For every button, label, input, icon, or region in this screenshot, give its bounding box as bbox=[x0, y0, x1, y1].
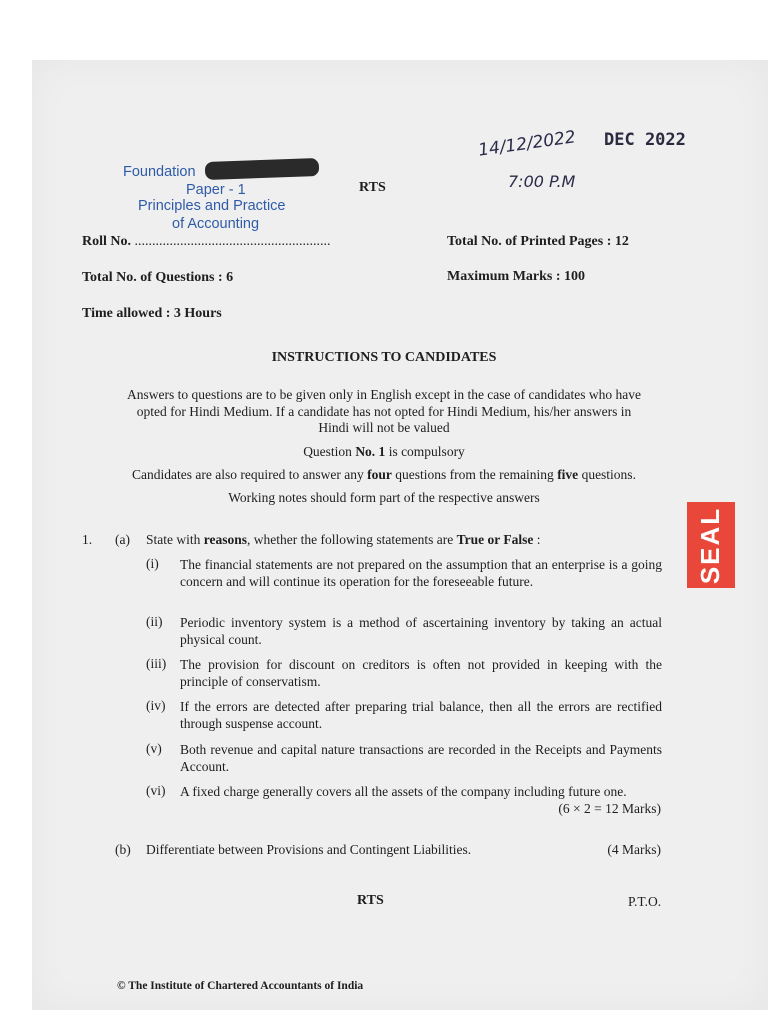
roll-dots: ........................................................ bbox=[134, 234, 331, 249]
statement-num: (vi) bbox=[146, 783, 166, 798]
month-year-stamp: DEC 2022 bbox=[604, 130, 686, 150]
instructions-line-2: opted for Hindi Medium. If a candidate has not opted for Hindi Medium, his/her answers in bbox=[136, 404, 632, 419]
statement-num: (ii) bbox=[146, 614, 163, 629]
part-a-marks: (6 × 2 = 12 Marks) bbox=[558, 801, 661, 816]
paper-stamp-paper: Paper - 1 bbox=[186, 182, 246, 198]
time-allowed: Time allowed : 3 Hours bbox=[82, 306, 222, 321]
paper-stamp-level: Foundation bbox=[123, 164, 196, 180]
pto: P.T.O. bbox=[628, 894, 662, 909]
statement-text: A fixed charge generally covers all the assets of the company including future one. bbox=[180, 784, 627, 799]
instructions-title: INSTRUCTIONS TO CANDIDATES bbox=[271, 350, 497, 365]
choice-note: Candidates are also required to answer any four questions from the remaining five questions. bbox=[132, 467, 636, 482]
code-bottom: RTS bbox=[357, 893, 384, 908]
part-a-label: (a) bbox=[115, 532, 130, 547]
statement-text: Periodic inventory system is a method of ascertaining inventory by taking an actual physical count. bbox=[180, 615, 662, 647]
part-a-intro: State with reasons, whether the following statements are True or False : bbox=[146, 532, 541, 547]
statement-text: If the errors are detected after preparing trial balance, then all the errors are rectified through suspense account. bbox=[180, 699, 662, 731]
handwritten-date: 14/12/2022 bbox=[477, 127, 577, 161]
statement-text: Both revenue and capital nature transactions are recorded in the Receipts and Payments Account. bbox=[180, 742, 662, 774]
part-b-text: Differentiate between Provisions and Contingent Liabilities. bbox=[146, 842, 472, 857]
working-notes-note: Working notes should form part of the respective answers bbox=[228, 490, 540, 505]
statement-num: (iv) bbox=[146, 698, 166, 713]
printed-pages: Total No. of Printed Pages : 12 bbox=[447, 234, 629, 249]
paper-stamp-subject-1: Principles and Practice bbox=[138, 198, 286, 214]
code-top: RTS bbox=[359, 180, 386, 195]
handwritten-time: 7:00 P.M bbox=[508, 172, 576, 191]
compulsory-note: Question No. 1 is compulsory bbox=[303, 444, 465, 459]
total-questions: Total No. of Questions : 6 bbox=[82, 270, 234, 285]
copyright: © The Institute of Chartered Accountants of India bbox=[117, 980, 364, 992]
roll-label: Roll No. bbox=[82, 234, 131, 249]
statement-num: (i) bbox=[146, 556, 159, 571]
instructions-line-1: Answers to questions are to be given only in English except in the case of candidates who have bbox=[127, 387, 641, 402]
part-b-marks: (4 Marks) bbox=[607, 842, 661, 857]
question-number: 1. bbox=[82, 532, 93, 547]
roll-number bbox=[82, 234, 331, 250]
paper-stamp-subject-2: of Accounting bbox=[172, 216, 260, 232]
maximum-marks: Maximum Marks : 100 bbox=[447, 269, 586, 284]
seal-label: SEAL bbox=[695, 506, 726, 584]
statement-text: The provision for discount on creditors is often not provided in keeping with the principle of conservatism. bbox=[180, 657, 662, 689]
part-b-label: (b) bbox=[115, 842, 131, 857]
statement-num: (iii) bbox=[146, 656, 167, 671]
statement-num: (v) bbox=[146, 741, 162, 756]
statement-text: The financial statements are not prepared on the assumption that an enterprise is a going concern and will continue its operation for the foreseeable future. bbox=[180, 557, 662, 589]
seal-tab bbox=[687, 502, 735, 588]
instructions-line-3: Hindi will not be valued bbox=[318, 420, 450, 435]
